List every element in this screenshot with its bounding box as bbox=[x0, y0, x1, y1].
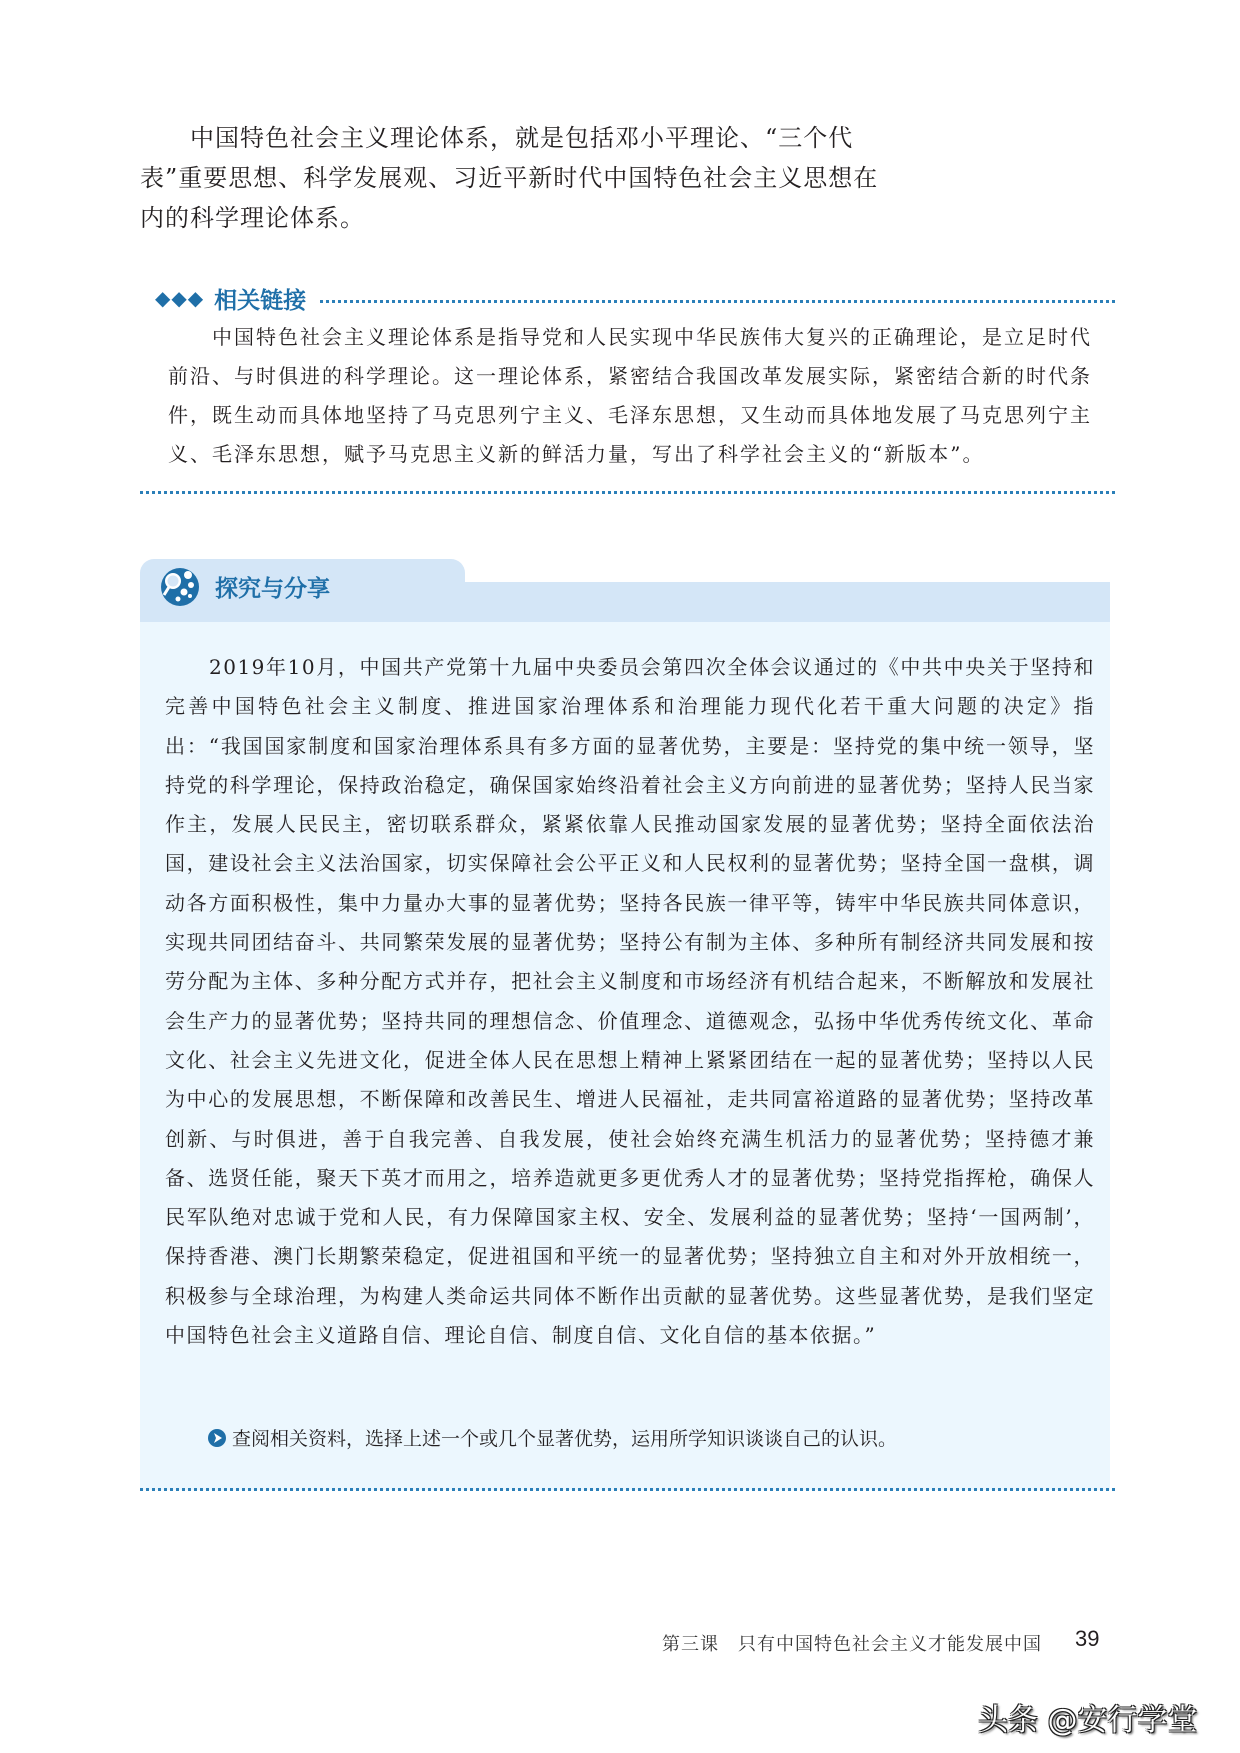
page-number: 39 bbox=[1075, 1626, 1100, 1651]
intro-paragraph: 中国特色社会主义理论体系，就是包括邓小平理论、“三个代表”重要思想、科学发展观、习近平新时代中国特色社会主义思想在内的科学理论体系。 bbox=[140, 124, 879, 232]
magnifier-bubbles-icon bbox=[160, 567, 200, 607]
task-prompt bbox=[208, 1424, 897, 1451]
related-link-paragraph: 中国特色社会主义理论体系是指导党和人民实现中华民族伟大复兴的正确理论，是立足时代前沿、与时俱进的科学理论。这一理论体系，紧密结合我国改革发展实际，紧密结合新的时代条件，既生动而具体地坚持了马克思列宁主义、毛泽东思想，又生动而具体地发展了马克思列宁主义、毛泽东思想，赋予马克思主义新的鲜活力量，写出了科学社会主义的“新版本”。 bbox=[168, 325, 1092, 466]
related-link-bottom-divider bbox=[140, 491, 1115, 494]
explore-title: 探究与分享 bbox=[215, 576, 330, 602]
task-text: 查阅相关资料，选择上述一个或几个显著优势，运用所学知识谈谈自己的认识。 bbox=[232, 1428, 898, 1450]
intro-section bbox=[140, 118, 880, 238]
related-link-header bbox=[155, 283, 1115, 313]
watermark: 头条 @安行学堂 bbox=[978, 1703, 1198, 1738]
explore-paragraph: 2019年10月，中国共产党第十九届中央委员会第四次全体会议通过的《中共中央关于坚持和完善中国特色社会主义制度、推进国家治理体系和治理能力现代化若干重大问题的决定》指出：“我国国家制度和国家治理体系具有多方面的显著优势，主要是：坚持党的集中统一领导，坚持党的科学理论，保持政治稳定，确保国家始终沿着社会主义方向前进的显著优势；坚持人民当家作主，发展人民民主，密切联系群众，紧紧依靠人民推动国家发展的显著优势；坚持全面依法治国，建设社会主义法治国家，切实保障社会公平正义和人民权利的显著优势；坚持全国一盘棋，调动各方面积极性，集中力量办大事的显著优势；坚持各民族一律平等，铸牢中华民族共同体意识，实现共同团结奋斗、共同繁荣发展的显著优势；坚持公有制为主体、多种所有制经济共同发展和按劳分配为主体、多种分配方式并存，把社会主义制度和市场经济有机结合起来，不断解放和发展社会生产力的显著优势；坚持共同的理想信念、价值理念、道德观念，弘扬中华优秀传统文化、革命文化、社会主义先进文化，促进全体人民在思想上精神上紧紧团结在一起的显著优势；坚持以人民为中心的发展思想，不断保障和改善民生、增进人民福祉，走共同富裕道路的显著优势；坚持改革创新、与时俱进，善于自我完善、自我发展，使社会始终充满生机活力的显著优势；坚持德才兼备、选贤任能，聚天下英才而用之，培养造就更多更优秀人才的显著优势；坚持党指挥枪，确保人民军队绝对忠诚于党和人民，有力保障国家主权、安全、发展利益的显著优势；坚持‘一国两制’，保持香港、澳门长期繁荣稳定，促进祖国和平统一的显著优势；坚持独立自主和对外开放相统一，积极参与全球治理，为构建人类命运共同体不断作出贡献的显著优势。这些显著优势，是我们坚定中国特色社会主义道路自信、理论自信、制度自信、文化自信的基本依据。” bbox=[165, 655, 1095, 1348]
diamond-icons: ◆◆◆ bbox=[155, 286, 205, 310]
arrow-circle-icon bbox=[208, 1429, 226, 1447]
dotted-divider bbox=[320, 300, 1115, 303]
explore-bottom-divider bbox=[140, 1488, 1115, 1491]
related-link-title: 相关链接 bbox=[214, 287, 307, 314]
footer-lesson-title: 第三课 只有中国特色社会主义才能发展中国 bbox=[662, 1634, 1042, 1655]
explore-body bbox=[165, 648, 1095, 1355]
related-link-body bbox=[168, 318, 1098, 474]
